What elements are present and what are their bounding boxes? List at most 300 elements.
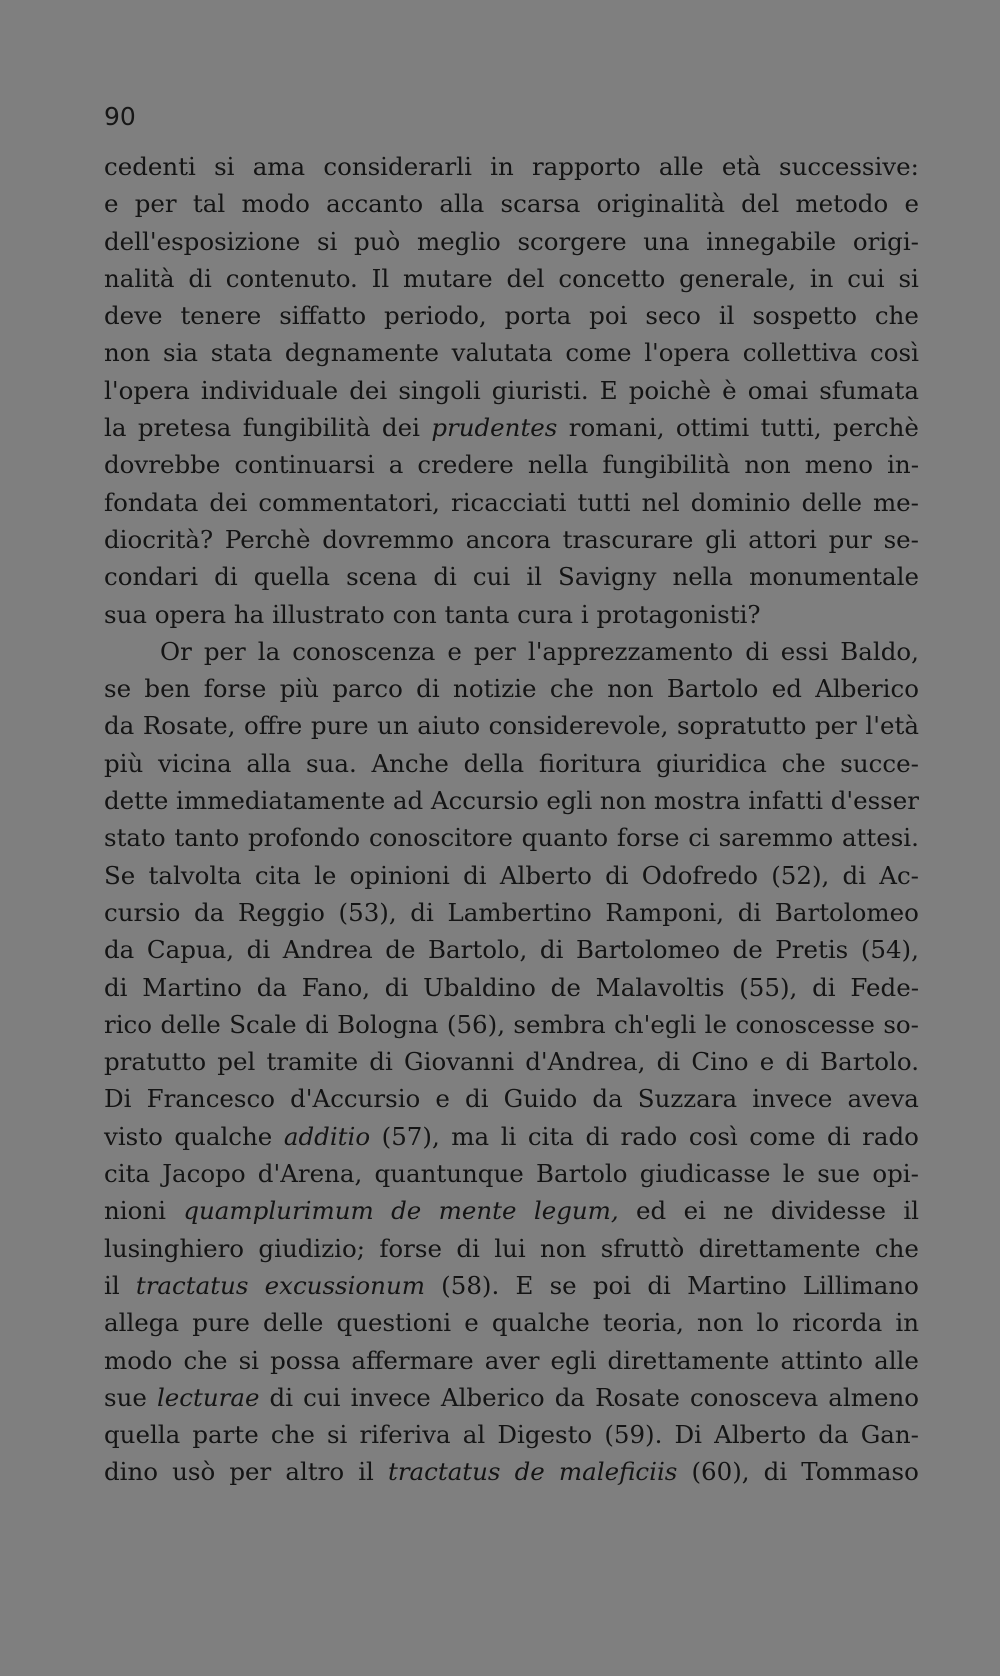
word: origi- [852,226,919,256]
word: si [238,1345,260,1375]
word: sua. [305,748,357,778]
word: egli [546,786,593,816]
word: come [749,1121,816,1151]
word: dovrebbe [104,450,221,480]
word: meno [804,450,873,480]
word: ei [683,1196,706,1226]
word: più [279,674,319,704]
word: al [462,1420,486,1450]
word: d'Accursio [290,1084,421,1114]
word: ad [392,786,424,816]
word: considerarli [323,152,472,181]
word: alle [658,152,704,181]
word: infatti [748,786,824,816]
text-line [104,1080,919,1117]
word: forse [616,823,680,853]
text-line [104,521,919,558]
word: immediatamente [176,786,386,816]
word: delle [263,1308,324,1338]
word: giuristi. [491,375,589,405]
word: scena [346,562,418,592]
word: continuarsi [234,450,375,480]
word: Di [104,1084,132,1114]
word: l'opera [104,375,190,405]
word: E [599,375,618,405]
word: rado [620,1121,678,1151]
word: direttamente [607,1345,770,1375]
word: di [465,1084,489,1114]
word: tanto [174,823,240,853]
text-line [104,1304,919,1341]
word: Alberico [815,674,919,704]
word: ed [771,674,802,704]
word: tutti, [760,413,822,443]
word: Alberico [440,1382,545,1412]
word: (56), [446,1009,505,1039]
word: modo [241,189,310,219]
word: dell'esposizione [104,226,301,256]
word: e [759,1047,775,1077]
word: attori [748,524,817,554]
word: di [585,1121,609,1151]
word: possa [270,1345,341,1375]
word: per [134,189,177,219]
word: Bartolomeo [575,935,720,965]
word: e [104,189,119,219]
word: Suzzara [637,1084,738,1114]
word: rado [862,1121,919,1151]
text-line [104,1006,919,1043]
word: Scale [229,1009,297,1039]
word: di [246,935,271,965]
word: più [104,748,144,778]
word: de [550,972,581,1002]
word: Bartolo. [820,1047,919,1077]
word: da [104,711,135,741]
word: di [647,1270,671,1300]
text-line [104,1379,919,1416]
word: Capua, [146,935,235,965]
word: li [500,1121,517,1151]
text-line [104,148,919,185]
word: forse [379,1233,442,1263]
word: Ramponi, [605,897,725,927]
word: del [506,263,545,293]
word: quella [104,1420,181,1450]
word: Bologna [337,1009,439,1039]
word: attinto [780,1345,863,1375]
word: Accursio [430,786,539,816]
text-line [104,745,919,782]
word: si [898,263,919,293]
word: (58). [441,1270,500,1300]
text-line [104,409,919,446]
word: individuale [200,375,339,405]
word: Giovanni [404,1047,515,1077]
word: come [565,338,632,368]
word: porta [504,301,572,331]
word: mutare [402,263,493,293]
word: cura [517,599,573,629]
word: dei [349,375,388,405]
word: essi [780,636,829,666]
word: di [842,860,867,890]
word: cita [104,1159,151,1189]
word: da [592,1084,623,1114]
word: il [903,1196,919,1226]
word: tractatus [387,1457,501,1487]
word: in [809,263,834,293]
word: ama [252,152,306,181]
word: dette [104,786,169,816]
word: un [377,711,409,741]
word: trascurare [562,524,694,554]
word: successive: [779,152,919,181]
word: invece [350,1382,431,1412]
word: poichè [628,375,711,405]
word: tal [192,189,226,219]
word: il [718,301,735,331]
word: si [214,152,235,181]
word: notizie [453,674,537,704]
word: perchè [833,413,919,443]
word: seco [645,301,701,331]
word: E [515,1270,534,1300]
word: direttamente [698,1233,861,1263]
word: profondo [247,823,361,853]
word: le [704,1009,728,1039]
word: offre [243,711,303,741]
word: da [104,935,135,965]
text-line [104,707,919,744]
word: Bartolomeo [774,897,919,927]
word: ricacciati [450,487,567,517]
word: stata [210,338,273,368]
word: (59). [604,1420,663,1450]
word: se [104,674,132,704]
text-line [104,1155,919,1192]
word: nella [672,562,734,592]
word: Lambertino [447,897,592,927]
word: quella [253,562,330,592]
word: che [874,1233,919,1263]
word: in- [887,450,919,480]
word: non [744,450,791,480]
text-line [104,446,919,483]
text-line [104,1453,919,1490]
word: (53), [338,897,397,927]
word: fungibilità [242,413,371,443]
word: di [433,562,457,592]
word: delle [160,1009,221,1039]
word: Baldo, [840,636,919,666]
word: così [870,338,919,368]
word: da [194,897,225,927]
word: è [722,375,737,405]
word: ed [636,1196,667,1226]
word: rico [104,1009,153,1039]
word: tenere [180,301,262,331]
word: lo [756,1308,780,1338]
word: ben [144,674,191,704]
word: pel [217,1047,256,1077]
word: d'Arena, [257,1159,363,1189]
word: sfruttò [600,1233,685,1263]
text-line [104,819,919,856]
word: commentatori, [258,487,440,517]
word: che [270,1420,315,1450]
word: de [385,935,416,965]
text-line [104,1230,919,1267]
word: di [456,1233,480,1263]
word: alla [439,189,485,219]
word: prudentes [431,413,558,443]
word: pure [310,711,369,741]
word: delle [801,487,862,517]
word: pratutto [104,1047,207,1077]
word: non [540,1233,587,1263]
word: Se [104,860,136,890]
word: che [874,301,919,331]
word: cursio [104,897,181,927]
word: di [812,972,836,1002]
word: usò [172,1457,216,1487]
word: ancora [465,524,551,554]
word: invece [752,1084,833,1114]
word: si [316,226,338,256]
word: quanto [521,823,609,853]
text-line [104,372,919,409]
word: mostra [653,786,741,816]
word: sfumata [819,375,919,405]
word: di [656,1047,681,1077]
word: quantunque [374,1159,524,1189]
word: fondata [104,487,199,517]
word: Bartolo, [428,935,528,965]
word: ch'egli [614,1009,697,1039]
word: pur [828,524,872,554]
word: Guido [503,1084,578,1114]
word: mente [438,1196,517,1226]
word: qualche [491,1308,590,1338]
word: di [410,897,434,927]
word: giudizio; [258,1233,365,1263]
word: alle [874,1345,919,1375]
word: e [904,189,919,219]
word: poi [589,301,628,331]
word: tanta [444,599,510,629]
word: Tommaso [801,1457,919,1487]
text-line [104,1342,919,1379]
word: in [895,1308,919,1338]
word: Rosate [595,1382,680,1412]
word: nella [527,450,589,480]
word: qualche [174,1121,273,1151]
word: di [785,1047,809,1077]
word: (54), [860,935,919,965]
word: Martino [687,1270,787,1300]
word: Rosate, [142,711,236,741]
word: attesi. [841,823,919,853]
word: ne [723,1196,754,1226]
word: della [463,748,525,778]
word: si [326,1420,348,1450]
word: cui [472,562,511,592]
word: Bartolo [535,1159,628,1189]
word: fioritura [538,748,642,778]
word: scarsa [500,189,581,219]
text-line [104,1267,919,1304]
word: ricorda [792,1308,883,1338]
word: Gan- [860,1420,919,1450]
word: le [314,860,337,890]
word: gli [705,524,737,554]
word: che [781,748,826,778]
word: valutata [451,338,553,368]
text-line [104,334,919,371]
word: può [354,226,401,256]
word: d'esser [830,786,919,816]
word: di [737,897,762,927]
word: che [549,674,594,704]
word: alla [246,748,292,778]
text-line [104,260,919,297]
word: collettiva [742,338,858,368]
word: pretesa [137,413,232,443]
word: ottimi [675,413,750,443]
word: Perchè [224,524,311,554]
word: Cino [691,1047,749,1077]
word: se- [883,524,919,554]
word: sembra [513,1009,606,1039]
word: Jacopo [162,1159,246,1189]
word: considerevole, [488,711,669,741]
word: de [391,1196,422,1226]
word: che [183,1345,228,1375]
word: additio [283,1121,371,1151]
word: così [688,1121,738,1151]
word: per [203,636,246,666]
word: Savigny [558,562,657,592]
word: protagonisti? [596,599,761,629]
word: condari [104,562,199,592]
word: scorgere [517,226,627,256]
word: Di [674,1420,703,1450]
word: modo [104,1345,173,1375]
word: aveva [847,1084,919,1114]
word: maleficiis [558,1457,678,1487]
word: dino [104,1457,159,1487]
word: Francesco [146,1084,275,1114]
word: opi- [872,1159,919,1189]
word: dei [209,487,248,517]
word: concetto [558,263,666,293]
word: questioni [336,1308,452,1338]
text-line [104,670,919,707]
word: da [818,1420,849,1450]
word: pure [192,1308,250,1338]
word: talvolta [148,860,242,890]
word: Reggio [237,897,325,927]
word: e [464,1308,479,1338]
word: quamplurimum [183,1196,374,1226]
word: dovremmo [322,524,454,554]
word: so- [883,1009,919,1039]
text-line [104,1043,919,1080]
word: lusinghiero [104,1233,245,1263]
word: cui [303,1382,341,1412]
word: metodo [795,189,889,219]
word: dei [381,413,420,443]
word: da [256,972,287,1002]
text-line [104,1118,919,1155]
word: l'età [865,711,919,741]
word: degnamente [284,338,439,368]
word: stato [104,823,166,853]
text-line [104,1192,919,1229]
word: Pretis [775,935,849,965]
word: riferiva [359,1420,451,1450]
word: non [104,338,151,368]
word: tramite [266,1047,359,1077]
word: cedenti [104,152,196,181]
word: cita [254,860,301,890]
word: Anche [371,748,449,778]
word: nalità [104,263,175,293]
text-line [104,894,919,931]
word: accanto [326,189,424,219]
word: di [827,1121,851,1151]
word: a [388,450,404,480]
word: sia [163,338,199,368]
word: Fede- [850,972,919,1002]
word: di [463,860,487,890]
word: non [599,786,647,816]
word: Ac- [879,860,919,890]
word: d'Andrea, [525,1047,646,1077]
word: di [269,1382,294,1412]
word: per [229,1457,272,1487]
word: diocrità? [104,524,214,554]
word: Malavoltis [595,972,725,1002]
word: generale, [679,263,797,293]
word: parte [192,1420,259,1450]
word: da [554,1382,586,1412]
word: del [741,189,780,219]
word: (52), [771,860,830,890]
word: affermare [351,1345,474,1375]
word: dividesse [770,1196,886,1226]
word: le [782,1159,806,1189]
text-line [104,857,919,894]
word: sopratutto [676,711,807,741]
page-number: 90 [104,102,136,131]
word: l'opera [644,338,731,368]
word: non [697,1308,744,1338]
word: non [607,674,654,704]
word: aver [484,1345,540,1375]
word: de [732,935,763,965]
word: sue [104,1382,147,1412]
word: periodo, [384,301,487,331]
word: opera [154,599,227,629]
word: di [104,972,128,1002]
word: la [257,636,281,666]
word: opinioni [349,860,450,890]
word: ha [233,599,265,629]
word: teoria, [602,1308,684,1338]
word: allega [104,1308,180,1338]
